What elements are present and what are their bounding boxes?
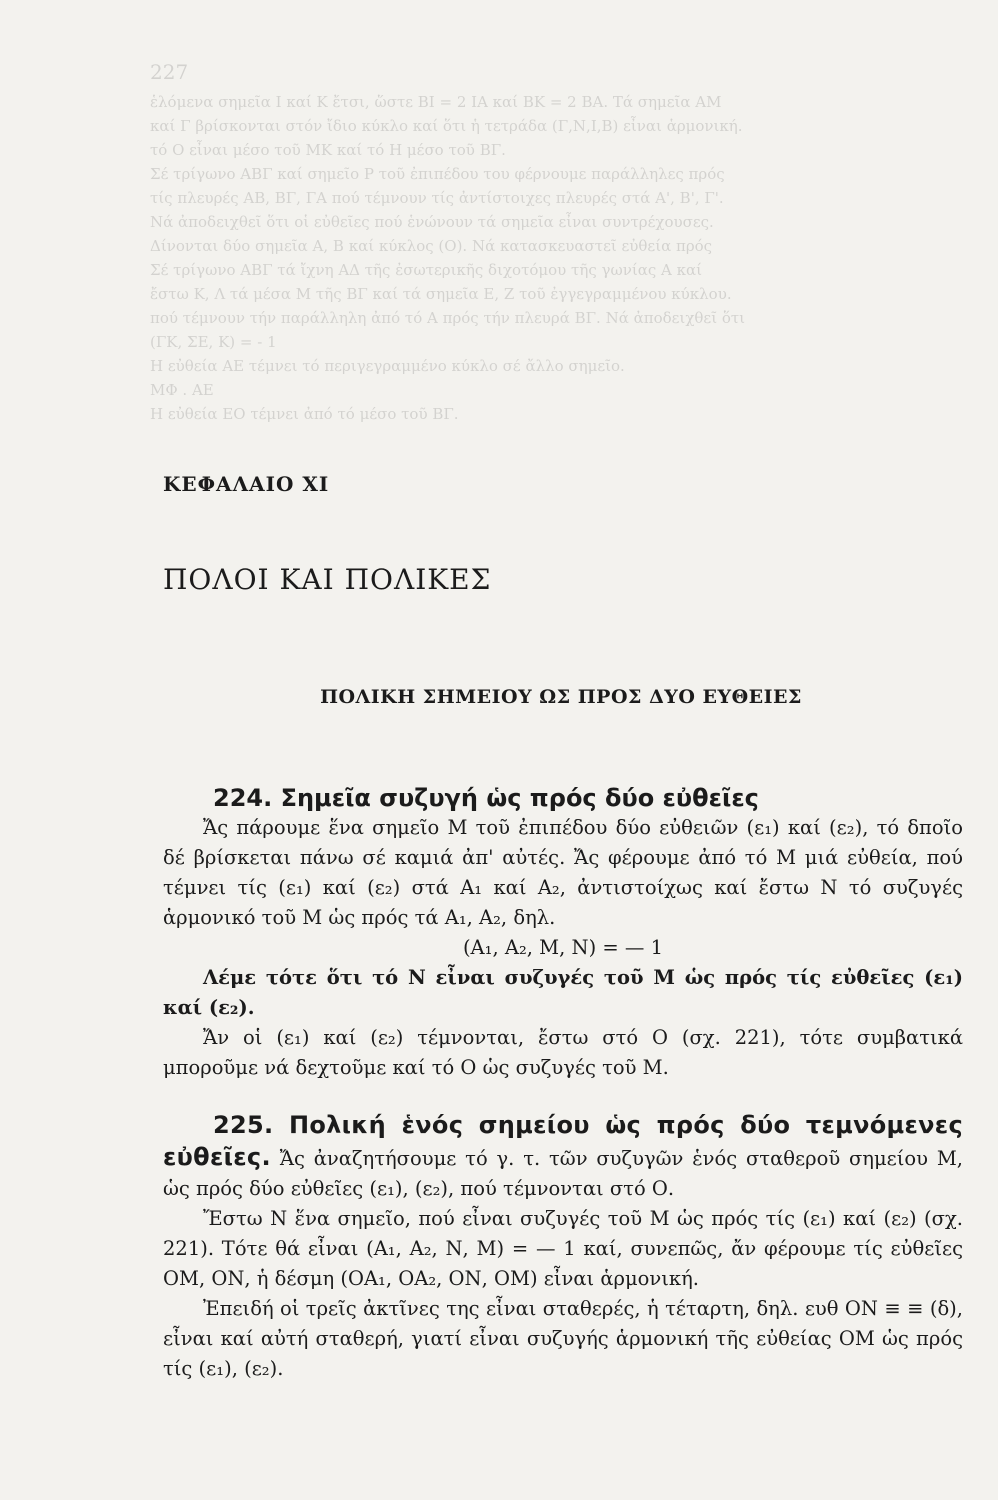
ghost-line: πού τέμνουν τήν παράλληλη ἀπό τό Α πρός τήν πλευρά ΒΓ. Νά ἀποδειχθεῖ ὅτι bbox=[150, 309, 746, 327]
ghost-line: ἔστω Κ, Λ τά μέσα Μ τῆς ΒΓ καί τά σημεῖα Ε, Ζ τοῦ ἐγγεγραμμένου κύκλου. bbox=[150, 285, 732, 303]
section-224-definition: Λέμε τότε ὅτι τό Ν εἶναι συζυγές τοῦ Μ ὡς πρός τίς εὐθεῖες (ε₁) καί (ε₂). bbox=[163, 966, 963, 1019]
section-224-heading: 224. Σημεῖα συζυγή ὡς πρός δύο εὐθεῖες bbox=[213, 784, 759, 812]
ghost-line: Δίνονται δύο σημεῖα Α, Β καί κύκλος (Ο). Νά κατασκευαστεῖ εὐθεία πρός bbox=[150, 237, 713, 255]
section-225-heading: 225. Πολική ἑνός σημείου ὡς πρός δύο τεμνόμενες εὐθεῖες. bbox=[163, 1111, 963, 1171]
section-225-paragraph: Ἄς ἀναζητήσουμε τό γ. τ. τῶν συζυγῶν ἑνός σταθεροῦ σημείου Μ, ὡς πρός δύο εὐθεῖες (ε₁), (ε₂), πού τέμνονται στό Ο. bbox=[163, 1147, 963, 1200]
section-224-formula: (Α₁, Α₂, Μ, Ν) = — 1 bbox=[462, 936, 664, 959]
section-heading: ΠΟΛΙΚΗ ΣΗΜΕΙΟΥ ΩΣ ΠΡΟΣ ΔΥΟ ΕΥΘΕΙΕΣ bbox=[320, 686, 802, 708]
ghost-line: Η εὐθεία ΑΕ τέμνει τό περιγεγραμμένο κύκλο σέ ἄλλο σημεῖο. bbox=[150, 357, 625, 375]
ghost-line: Σέ τρίγωνο ΑΒΓ καί σημεῖο Ρ τοῦ ἐπιπέδου του φέρνουμε παράλληλες πρός bbox=[150, 165, 725, 183]
chapter-title: ΠΟΛΟΙ ΚΑΙ ΠΟΛΙΚΕΣ bbox=[163, 563, 492, 596]
section-225-paragraph: Ἔστω Ν ἕνα σημεῖο, πού εἶναι συζυγές τοῦ Μ ὡς πρός τίς (ε₁) καί (ε₂) (σχ. 221). Τότε θά εἶναι (Α₁, Α₂, Ν, Μ) = — 1 καί, συνεπῶς, ἄν φέρουμε τίς εὐθεῖες ΟΜ, ΟΝ, ἡ δέσμη (ΟΑ₁, ΟΑ₂, ΟΝ, ΟΜ) εἶναι ἁρμονική. bbox=[163, 1207, 963, 1290]
ghost-line: Νά ἀποδειχθεῖ ὅτι οἱ εὐθεῖες πού ἑνώνουν τά σημεῖα εἶναι συντρέχουσες. bbox=[150, 213, 714, 231]
ghost-line: (ΓΚ, ΣΕ, Κ) = - 1 bbox=[150, 333, 277, 351]
section-224-paragraph: Ἄν οἱ (ε₁) καί (ε₂) τέμνονται, ἔστω στό Ο (σχ. 221), τότε συμβατικά μποροῦμε νά δεχτοῦμε καί τό Ο ὡς συζυγές τοῦ Μ. bbox=[163, 1026, 963, 1079]
ghost-line: Η εὐθεία ΕΟ τέμνει ἀπό τό μέσο τοῦ ΒΓ. bbox=[150, 405, 459, 423]
section-224 bbox=[163, 783, 963, 1083]
section-224-paragraph: Ἄς πάρουμε ἕνα σημεῖο Μ τοῦ ἐπιπέδου δύο εὐθειῶν (ε₁) καί (ε₂), τό δποῖο δέ βρίσκεται πάνω σέ καμιά ἀπ' αὐτές. Ἄς φέρουμε ἀπό τό Μ μιά εὐθεία, πού τέμνει τίς (ε₁) καί (ε₂) στά Α₁ καί Α₂, ἀντιστοίχως καί ἔστω Ν τό συζυγές ἁρμονικό τοῦ Μ ὡς πρός τά Α₁, Α₂, δηλ. bbox=[163, 816, 963, 929]
show-through-text bbox=[150, 60, 960, 620]
ghost-line: ΜΦ . ΑΕ bbox=[150, 381, 214, 399]
section-225-paragraph: Ἐπειδή οἱ τρεῖς ἀκτῖνες της εἶναι σταθερές, ἡ τέταρτη, δηλ. ευθ ΟΝ ≡ ≡ (δ), εἶναι καί αὐτή σταθερή, γιατί εἶναι συζυγής ἁρμονική τῆς εὐθείας ΟΜ ὡς πρός τίς (ε₁), (ε₂). bbox=[163, 1297, 963, 1380]
ghost-page-number: 227 bbox=[150, 60, 189, 84]
chapter-label: ΚΕΦΑΛΑΙΟ XI bbox=[163, 472, 330, 496]
ghost-line: τό Ο εἶναι μέσο τοῦ ΜΚ καί τό Η μέσο τοῦ ΒΓ. bbox=[150, 141, 506, 159]
ghost-line: τίς πλευρές ΑΒ, ΒΓ, ΓΑ πού τέμνουν τίς ἀντίστοιχες πλευρές στά Α', Β', Γ'. bbox=[150, 189, 724, 207]
ghost-line: Σέ τρίγωνο ΑΒΓ τά ἴχνη ΑΔ τῆς ἐσωτερικῆς διχοτόμου τῆς γωνίας Α καί bbox=[150, 261, 702, 279]
ghost-line: ἑλόμενα σημεῖα Ι καί Κ ἔτσι, ὥστε ΒΙ = 2 ΙΑ καί ΒΚ = 2 ΒΑ. Τά σημεῖα ΑΜ bbox=[150, 93, 722, 111]
section-225 bbox=[163, 1110, 963, 1384]
ghost-line: καί Γ βρίσκονται στόν ἴδιο κύκλο καί ὅτι ἡ τετράδα (Γ,Ν,Ι,Β) εἶναι ἁρμονική. bbox=[150, 117, 743, 135]
